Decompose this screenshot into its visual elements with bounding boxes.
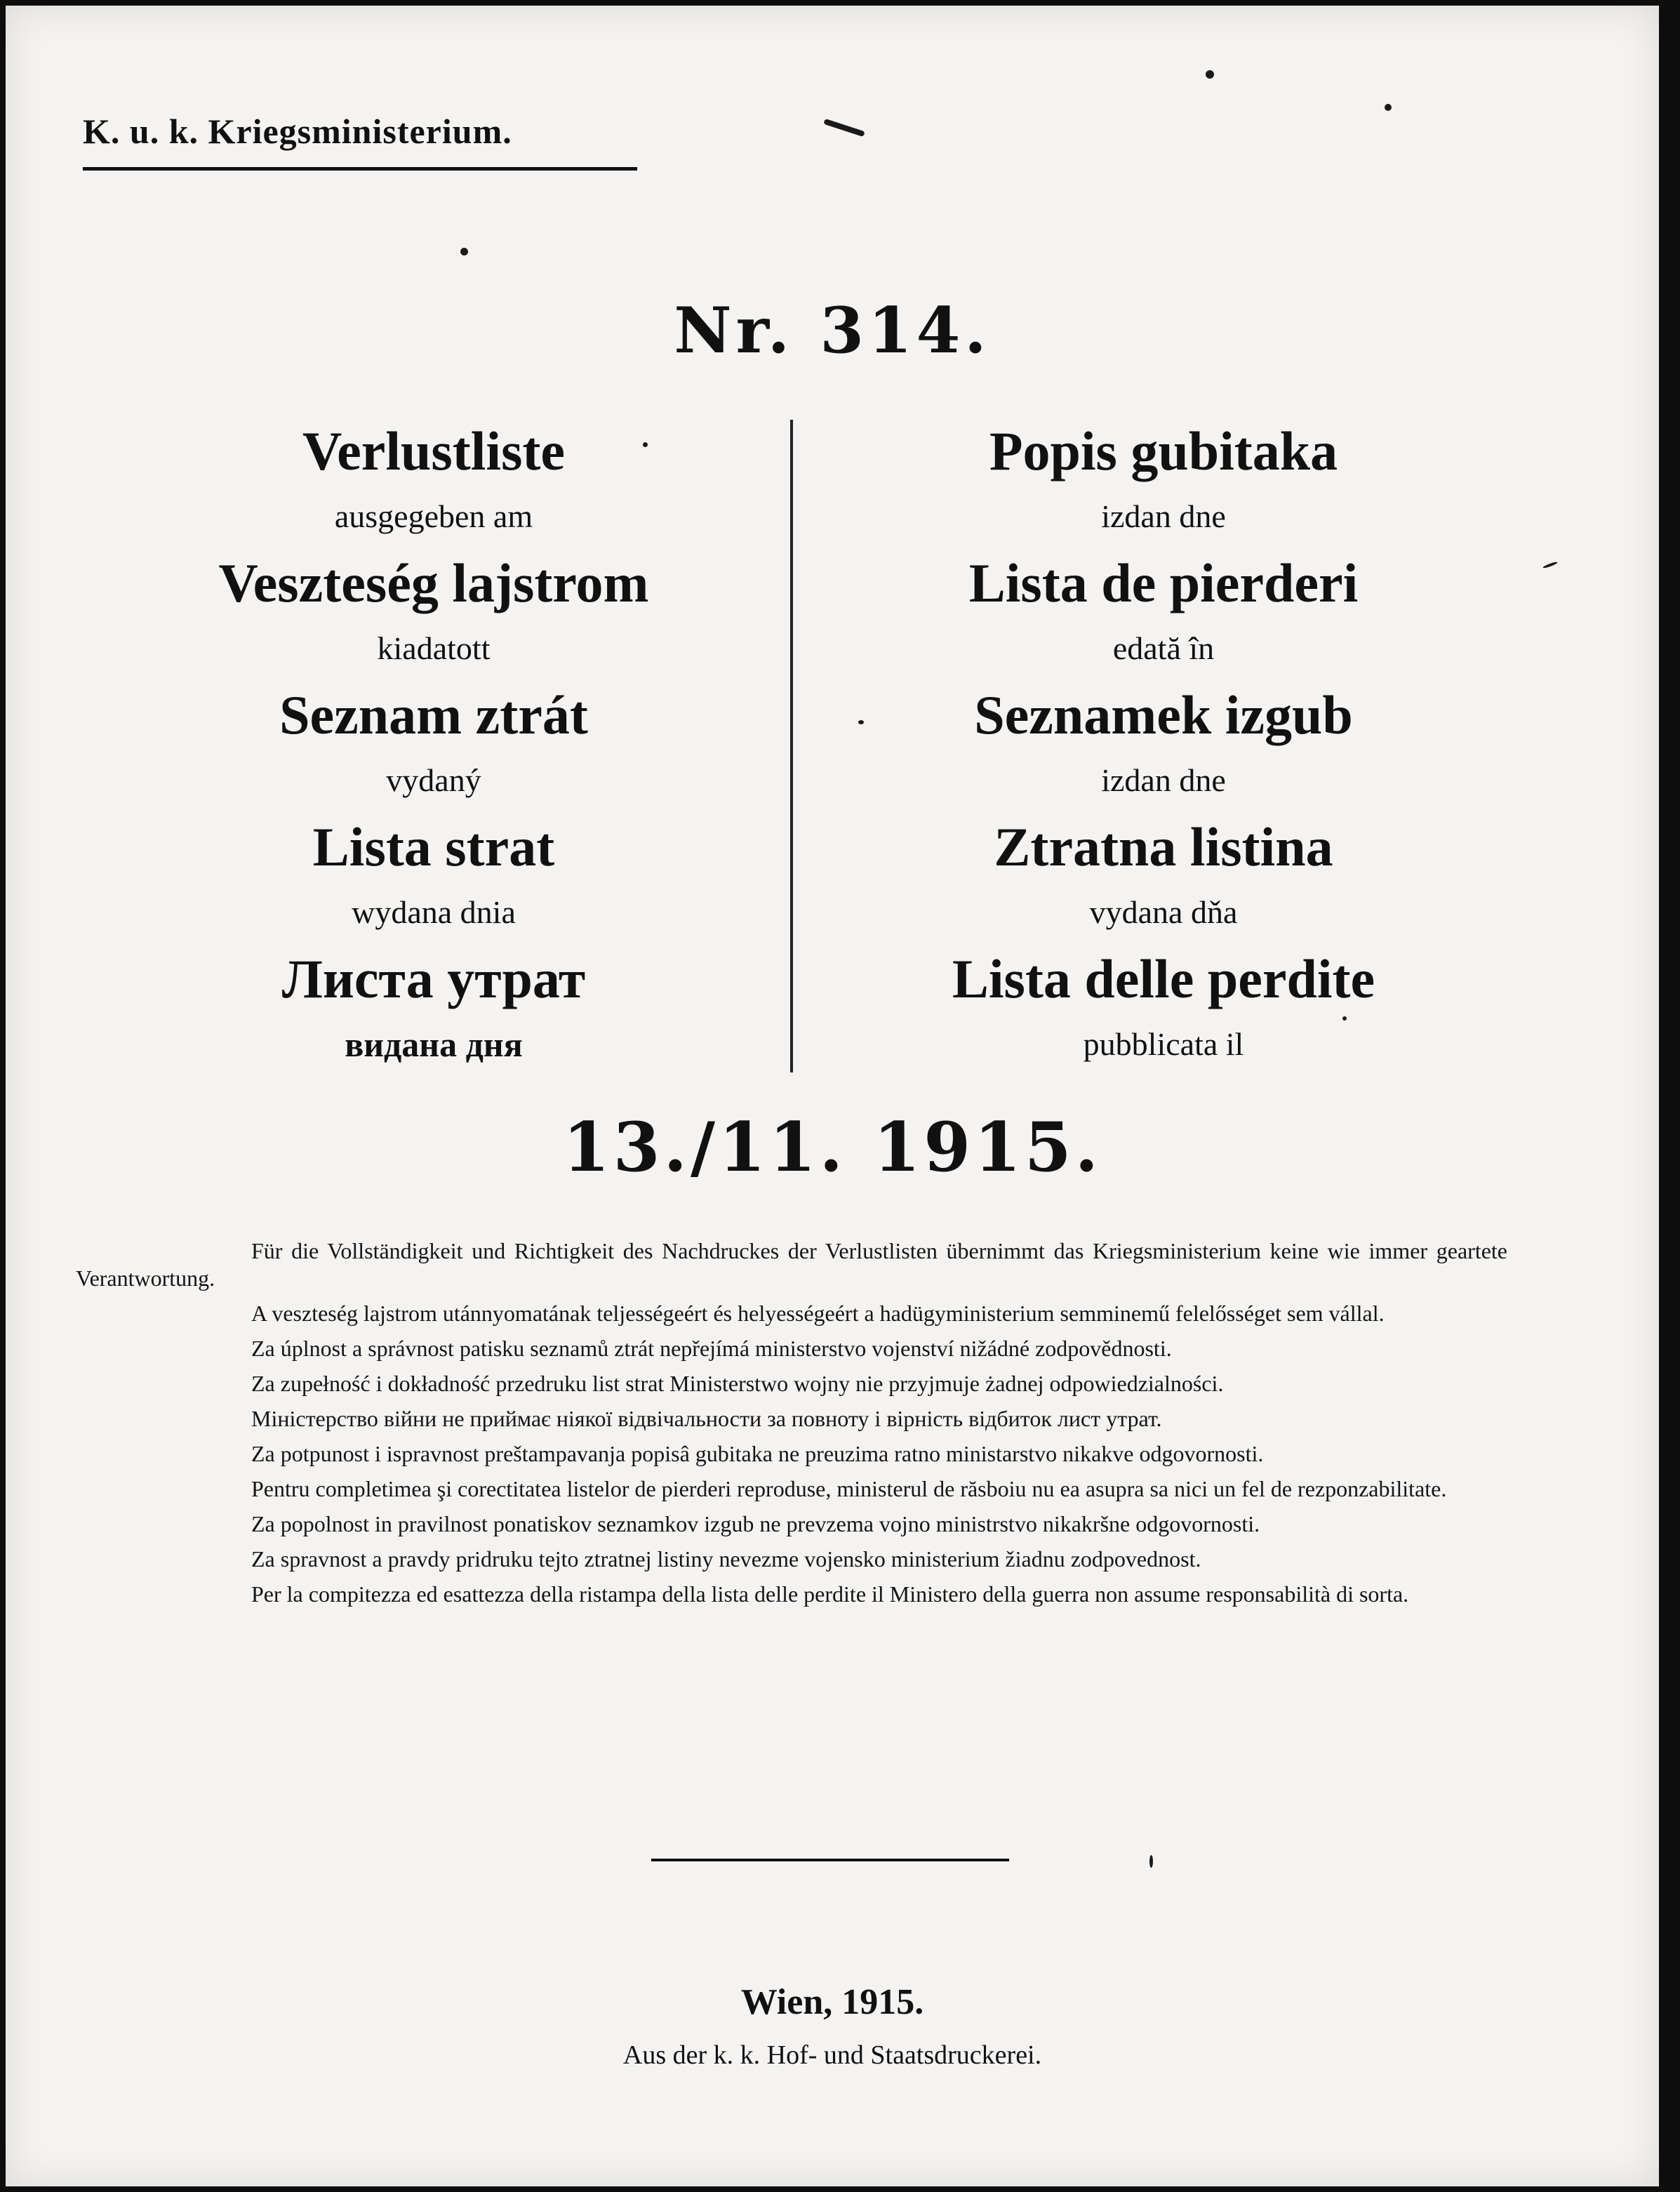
- disclaimer-block: [76, 1237, 1507, 1616]
- list-title: Листа утрат: [281, 948, 586, 1009]
- scan-speck: [643, 442, 648, 447]
- scan-speck: [1206, 70, 1214, 79]
- issue-date: 13./11. 1915.: [562, 1108, 1102, 1187]
- disclaimer-german: Für die Vollständigkeit und Richtigkeit des Nachdruckes der Verlustlisten übernimmt das Kriegsministerium keine wie immer geartete Verantwortung.: [76, 1238, 1507, 1291]
- footer-rule: [651, 1859, 1009, 1861]
- disclaimer-romanian: Pentru completimea şi corectitatea listelor de pierderi reproduse, ministerul de răsboiu nu ea asupra sa nici un fel de rezponzabilitate.: [251, 1476, 1447, 1501]
- right-title-column: [834, 416, 1493, 1076]
- scan-speck: [823, 119, 865, 137]
- disclaimer-ukrainian: Міністерство війни не приймає ніякої відвічальности за повноту і вірність відбиток лист утрат.: [251, 1406, 1162, 1431]
- list-title: Veszteség lajstrom: [218, 552, 649, 613]
- list-title: Lista de pierderi: [968, 552, 1359, 613]
- issue-number: Nr. 314.: [674, 293, 991, 368]
- list-subtitle: vydaný: [386, 762, 481, 798]
- disclaimer-slovak: Za spravnost a pravdy pridruku tejto ztratnej listiny nevezme vojensko ministerium žiadnu zodpovednost.: [251, 1546, 1201, 1572]
- list-title: Lista strat: [312, 816, 555, 877]
- disclaimer-italian: Per la compitezza ed esattezza della ristampa della lista delle perdite il Ministero della guerra non assume responsabilità di sorta.: [251, 1581, 1409, 1607]
- list-subtitle: vydana dňa: [1089, 894, 1238, 930]
- list-subtitle: izdan dne: [1101, 762, 1226, 798]
- scan-speck: [1342, 1016, 1347, 1021]
- scan-speck: [1385, 104, 1392, 111]
- header-rule: [83, 167, 637, 171]
- list-title: Verlustliste: [302, 420, 566, 481]
- disclaimer-czech: Za úplnost a správnost patisku seznamů ztrát nepřejímá ministerstvo vojenství nižádné zodpovědnosti.: [251, 1336, 1172, 1361]
- list-subtitle: ausgegeben am: [334, 498, 533, 534]
- ministry-header: K. u. k. Kriegsministerium.: [83, 112, 512, 151]
- list-title: Popis gubitaka: [989, 420, 1338, 481]
- list-title: Ztratna listina: [994, 816, 1333, 877]
- imprint-city-year: Wien, 1915.: [740, 1982, 924, 2022]
- scan-speck: [858, 720, 864, 724]
- disclaimer-croatian: Za potpunost i ispravnost preštampavanja popisâ gubitaka ne preuzima ratno ministarstvo nikakve odgovornosti.: [251, 1441, 1264, 1466]
- list-subtitle: izdan dne: [1101, 498, 1226, 534]
- list-title: Seznamek izgub: [974, 684, 1353, 745]
- list-subtitle: видана дня: [345, 1025, 523, 1064]
- list-subtitle: edată în: [1112, 630, 1215, 666]
- left-title-column: [104, 416, 764, 1076]
- list-title: Lista delle perdite: [952, 948, 1375, 1009]
- imprint-printer: Aus der k. k. Hof- und Staatsdruckerei.: [622, 2040, 1042, 2070]
- scan-speck: [460, 248, 468, 255]
- list-subtitle: pubblicata il: [1083, 1026, 1244, 1062]
- list-subtitle: wydana dnia: [352, 894, 516, 930]
- disclaimer-hungarian: A veszteség lajstrom utánnyomatának teljességeért és helyességeért a hadügyministerium semminemű felelősséget sem vállal.: [251, 1301, 1385, 1326]
- disclaimer-polish: Za zupełność i dokładność przedruku list strat Ministerstwo wojny nie przyjmuje żadnej odpowiedzialności.: [251, 1371, 1224, 1396]
- column-divider: [790, 420, 793, 1072]
- disclaimer-slovenian: Za popolnost in pravilnost ponatiskov seznamkov izgub ne prevzema vojno ministrstvo nikakršne odgovornosti.: [251, 1511, 1260, 1536]
- list-title: Seznam ztrát: [279, 684, 588, 745]
- list-subtitle: kiadatott: [377, 630, 491, 666]
- scan-speck: [1149, 1855, 1153, 1868]
- scan-speck: [1542, 561, 1558, 569]
- document-page: [6, 6, 1659, 2186]
